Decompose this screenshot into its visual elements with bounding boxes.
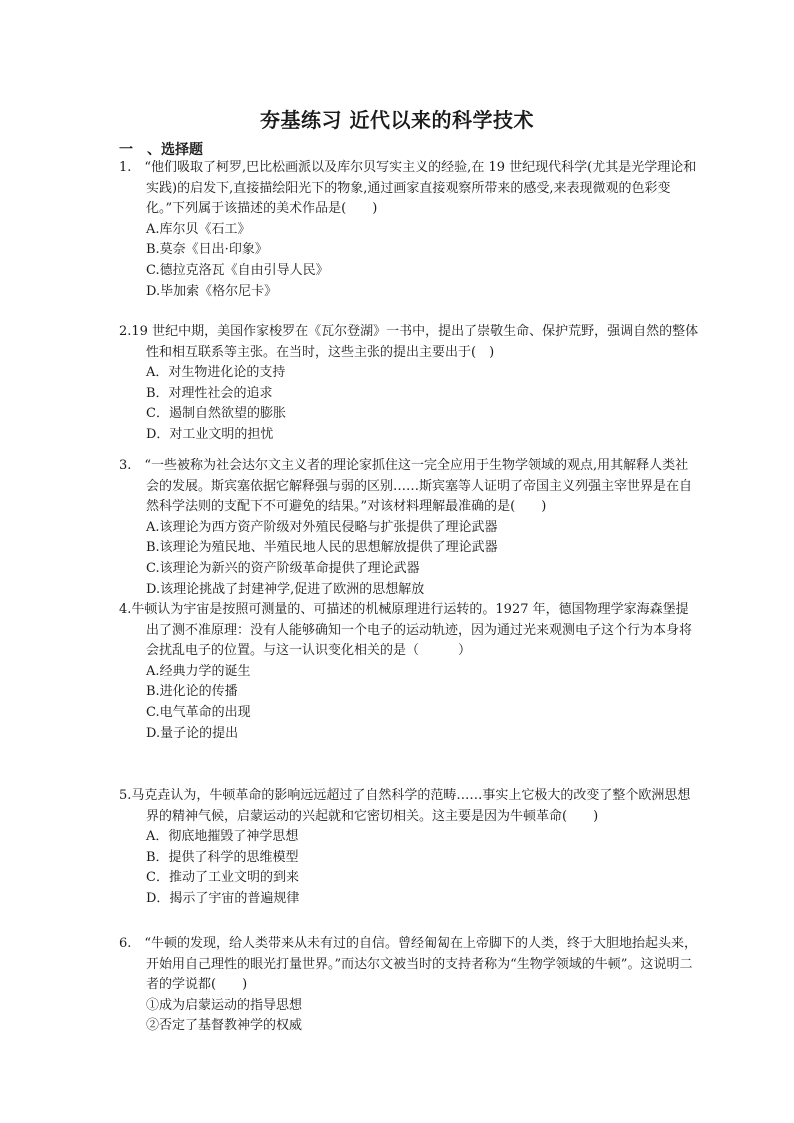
- option-a: A.该理论为西方资产阶级对外殖民侵略与扩张提供了理论武器: [146, 519, 498, 535]
- question-1: [119, 158, 699, 302]
- option-c: C.该理论为新兴的资产阶级革命提供了理论武器: [146, 560, 420, 576]
- option-c: C.德拉克洛瓦《自由引导人民》: [146, 262, 329, 278]
- option-d: D．对工业文明的担忧: [146, 426, 274, 442]
- option-b: B．提供了科学的思维模型: [146, 849, 299, 865]
- question-stem: 3. “一些被称为社会达尔文主义者的理论家抓住这一完全应用于生物学领域的观点,用其解释人类社会的发展。斯宾塞依据它解释强与弱的区别……斯宾塞等人证明了帝国主义列强主宰世界是在自然科学法则的支配下不可避免的结果。”对该材料理解最准确的是( ): [119, 458, 693, 515]
- question-stem: 1. “他们吸取了柯罗,巴比松画派以及库尔贝写实主义的经验,在 19 世纪现代科学(尤其是光学理论和实践)的启发下,直接描绘阳光下的物象,通过画家直接观察所带来的感受,来表现微观的色彩变化。”下列属于该描述的美术作品是( ): [119, 160, 697, 217]
- option-a: A．对生物进化论的支持: [146, 365, 286, 381]
- option-a: A.库尔贝《石工》: [146, 221, 251, 237]
- option-c: C．遏制自然欲望的膨胀: [146, 406, 286, 422]
- question-stem: 4.牛顿认为宇宙是按照可测量的、可描述的机械原理进行运转的。1927 年，德国物理学家海森堡提出了测不准原理：没有人能够确知一个电子的运动轨迹，因为通过光来观测电子这个行为本身将会扰乱电子的位置。与这一认识变化相关的是（ ）: [119, 602, 693, 659]
- option-d: D.量子论的提出: [146, 725, 239, 741]
- question-stem: 2.19 世纪中期，美国作家梭罗在《瓦尔登湖》一书中，提出了崇敬生命、保护荒野，强调自然的整体性和相互联系等主张。在当时，这些主张的提出主要出于( ): [119, 324, 699, 360]
- option-a: A．彻底地摧毁了神学思想: [146, 829, 299, 845]
- question-5: [119, 786, 699, 910]
- section-heading: 一 、选择题: [119, 142, 203, 158]
- question-2: [119, 322, 699, 446]
- option-b: B．对理性社会的追求: [146, 385, 273, 401]
- option-a: A.经典力学的诞生: [146, 663, 251, 679]
- option-b: B.莫奈《日出·印象》: [146, 242, 268, 258]
- question-3: [119, 456, 699, 600]
- option-c: C．推动了工业文明的到来: [146, 870, 299, 886]
- option-2: ②否定了基督教神学的权威: [146, 1018, 303, 1034]
- option-d: D.该理论挑战了封建神学,促进了欧洲的思想解放: [146, 581, 425, 597]
- option-d: D.毕加索《格尔尼卡》: [146, 283, 278, 299]
- question-6: [119, 934, 699, 1037]
- page-title: 夯基练习 近代以来的科学技术: [260, 108, 534, 132]
- option-1: ①成为启蒙运动的指导思想: [146, 997, 303, 1013]
- option-c: C.电气革命的出现: [146, 704, 251, 720]
- option-b: B.该理论为殖民地、半殖民地人民的思想解放提供了理论武器: [146, 540, 498, 556]
- option-b: B.进化论的传播: [146, 684, 238, 700]
- question-stem: 5.马克垚认为，牛顿革命的影响远远超过了自然科学的范畴……事实上它极大的改变了整个欧洲思想界的精神气候，启蒙运动的兴起就和它密切相关。这主要是因为牛顿革命( ): [119, 788, 691, 824]
- question-stem: 6. “牛顿的发现，给人类带来从未有过的自信。曾经匍匐在上帝脚下的人类，终于大胆地抬起头来，开始用自己理性的眼光打量世界。”而达尔文被当时的支持者称为“生物学领域的牛顿”。这说明二者的学说都( ): [119, 936, 698, 993]
- option-d: D．揭示了宇宙的普遍规律: [146, 890, 300, 906]
- question-4: [119, 600, 699, 744]
